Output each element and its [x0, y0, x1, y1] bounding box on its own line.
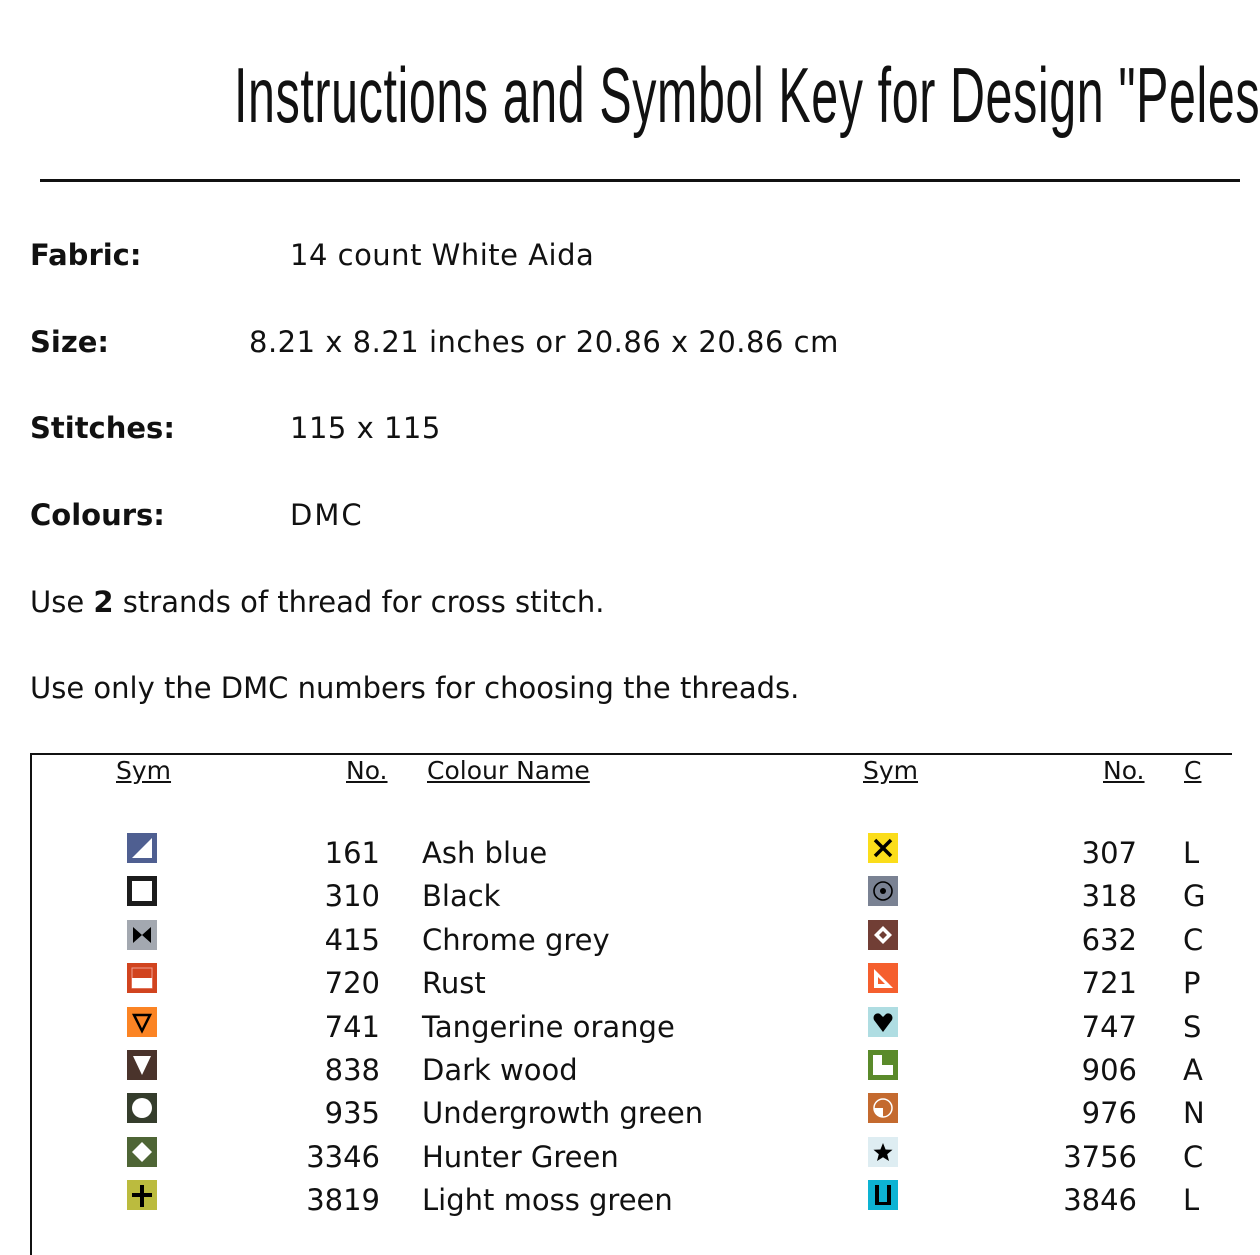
- l-shape-icon: [868, 1050, 898, 1080]
- strands-post: strands of thread for cross stitch.: [113, 585, 605, 619]
- circle-icon: [127, 1093, 157, 1123]
- dmc-note: Use only the DMC numbers for choosing the threads.: [30, 671, 800, 705]
- thread-number: 838: [324, 1053, 380, 1087]
- fabric-label: Fabric:: [30, 238, 142, 272]
- divider: [40, 179, 1240, 182]
- thread-number: 3846: [1063, 1183, 1137, 1218]
- strands-instruction: [30, 585, 605, 619]
- colour-name: Black: [422, 879, 501, 914]
- set-square-icon: [868, 963, 898, 993]
- colour-name: Chrome grey: [422, 922, 610, 957]
- half-rect-icon: [127, 963, 157, 993]
- header-no: No.: [346, 756, 388, 785]
- colour-name: L: [1183, 836, 1200, 870]
- page-title: Instructions and Symbol Key for Design "Peles: [234, 51, 1260, 139]
- colour-name: A: [1183, 1053, 1203, 1087]
- colour-name: Ash blue: [422, 836, 548, 870]
- colour-name: Hunter Green: [422, 1139, 619, 1174]
- thread-number: 3756: [1063, 1139, 1137, 1174]
- colours-value: DMC: [290, 498, 364, 532]
- diamond-icon: [127, 1137, 157, 1167]
- colours-label: Colours:: [30, 498, 165, 532]
- thread-number: 976: [1081, 1096, 1137, 1131]
- colour-name: P: [1183, 966, 1201, 1001]
- dot-circle-icon: [868, 876, 898, 906]
- thread-number: 161: [324, 836, 380, 870]
- colour-name: Dark wood: [422, 1053, 578, 1087]
- colour-name: S: [1183, 1009, 1202, 1044]
- thread-number: 318: [1081, 879, 1137, 914]
- diamond-outline-icon: [868, 920, 898, 950]
- thread-number: 3819: [306, 1183, 380, 1218]
- header-sym: Sym: [116, 756, 172, 785]
- header-colour-name-2: C: [1184, 756, 1202, 785]
- triangle-down-icon: [127, 1050, 157, 1080]
- triangle-down-outline-icon: [127, 1007, 157, 1037]
- stitches-label: Stitches:: [30, 411, 175, 445]
- star-icon: [868, 1137, 898, 1167]
- stitches-value: 115 x 115: [290, 411, 441, 445]
- header-no-2: No.: [1103, 756, 1145, 785]
- bowtie-icon: [127, 920, 157, 950]
- thread-number: 721: [1081, 966, 1137, 1001]
- thread-number: 906: [1081, 1053, 1137, 1087]
- strands-pre: Use: [30, 585, 94, 619]
- square-icon: [127, 876, 157, 906]
- colour-name: Rust: [422, 966, 486, 1001]
- thread-number: 310: [324, 879, 380, 914]
- header-colour-name: Colour Name: [427, 756, 590, 785]
- thread-number: 747: [1081, 1009, 1137, 1044]
- thread-number: 632: [1081, 922, 1137, 957]
- x-icon: [868, 833, 898, 863]
- half-triangle-icon: [127, 833, 157, 863]
- thread-number: 307: [1081, 836, 1137, 870]
- colour-name: C: [1183, 1139, 1204, 1174]
- size-value: 8.21 x 8.21 inches or 20.86 x 20.86 cm: [249, 325, 839, 359]
- colour-name: C: [1183, 922, 1204, 957]
- thread-number: 415: [324, 922, 380, 957]
- colour-name: N: [1183, 1096, 1205, 1131]
- header-sym-2: Sym: [863, 756, 919, 785]
- colour-name: Tangerine orange: [422, 1009, 675, 1044]
- colour-name: Undergrowth green: [422, 1096, 704, 1131]
- u-shape-icon: [868, 1180, 898, 1210]
- fabric-value: 14 count White Aida: [290, 238, 595, 272]
- symbol-key-table: [30, 753, 1232, 1255]
- heart-icon: [868, 1007, 898, 1037]
- thread-number: 3346: [306, 1139, 380, 1174]
- thread-number: 935: [324, 1096, 380, 1131]
- colour-name: L: [1183, 1183, 1200, 1218]
- size-label: Size:: [30, 325, 109, 359]
- thread-number: 741: [324, 1009, 380, 1044]
- thread-number: 720: [324, 966, 380, 1001]
- plus-icon: [127, 1180, 157, 1210]
- colour-name: G: [1183, 879, 1206, 914]
- quarter-circle-icon: [868, 1093, 898, 1123]
- colour-name: Light moss green: [422, 1183, 673, 1218]
- strands-count: 2: [93, 585, 114, 619]
